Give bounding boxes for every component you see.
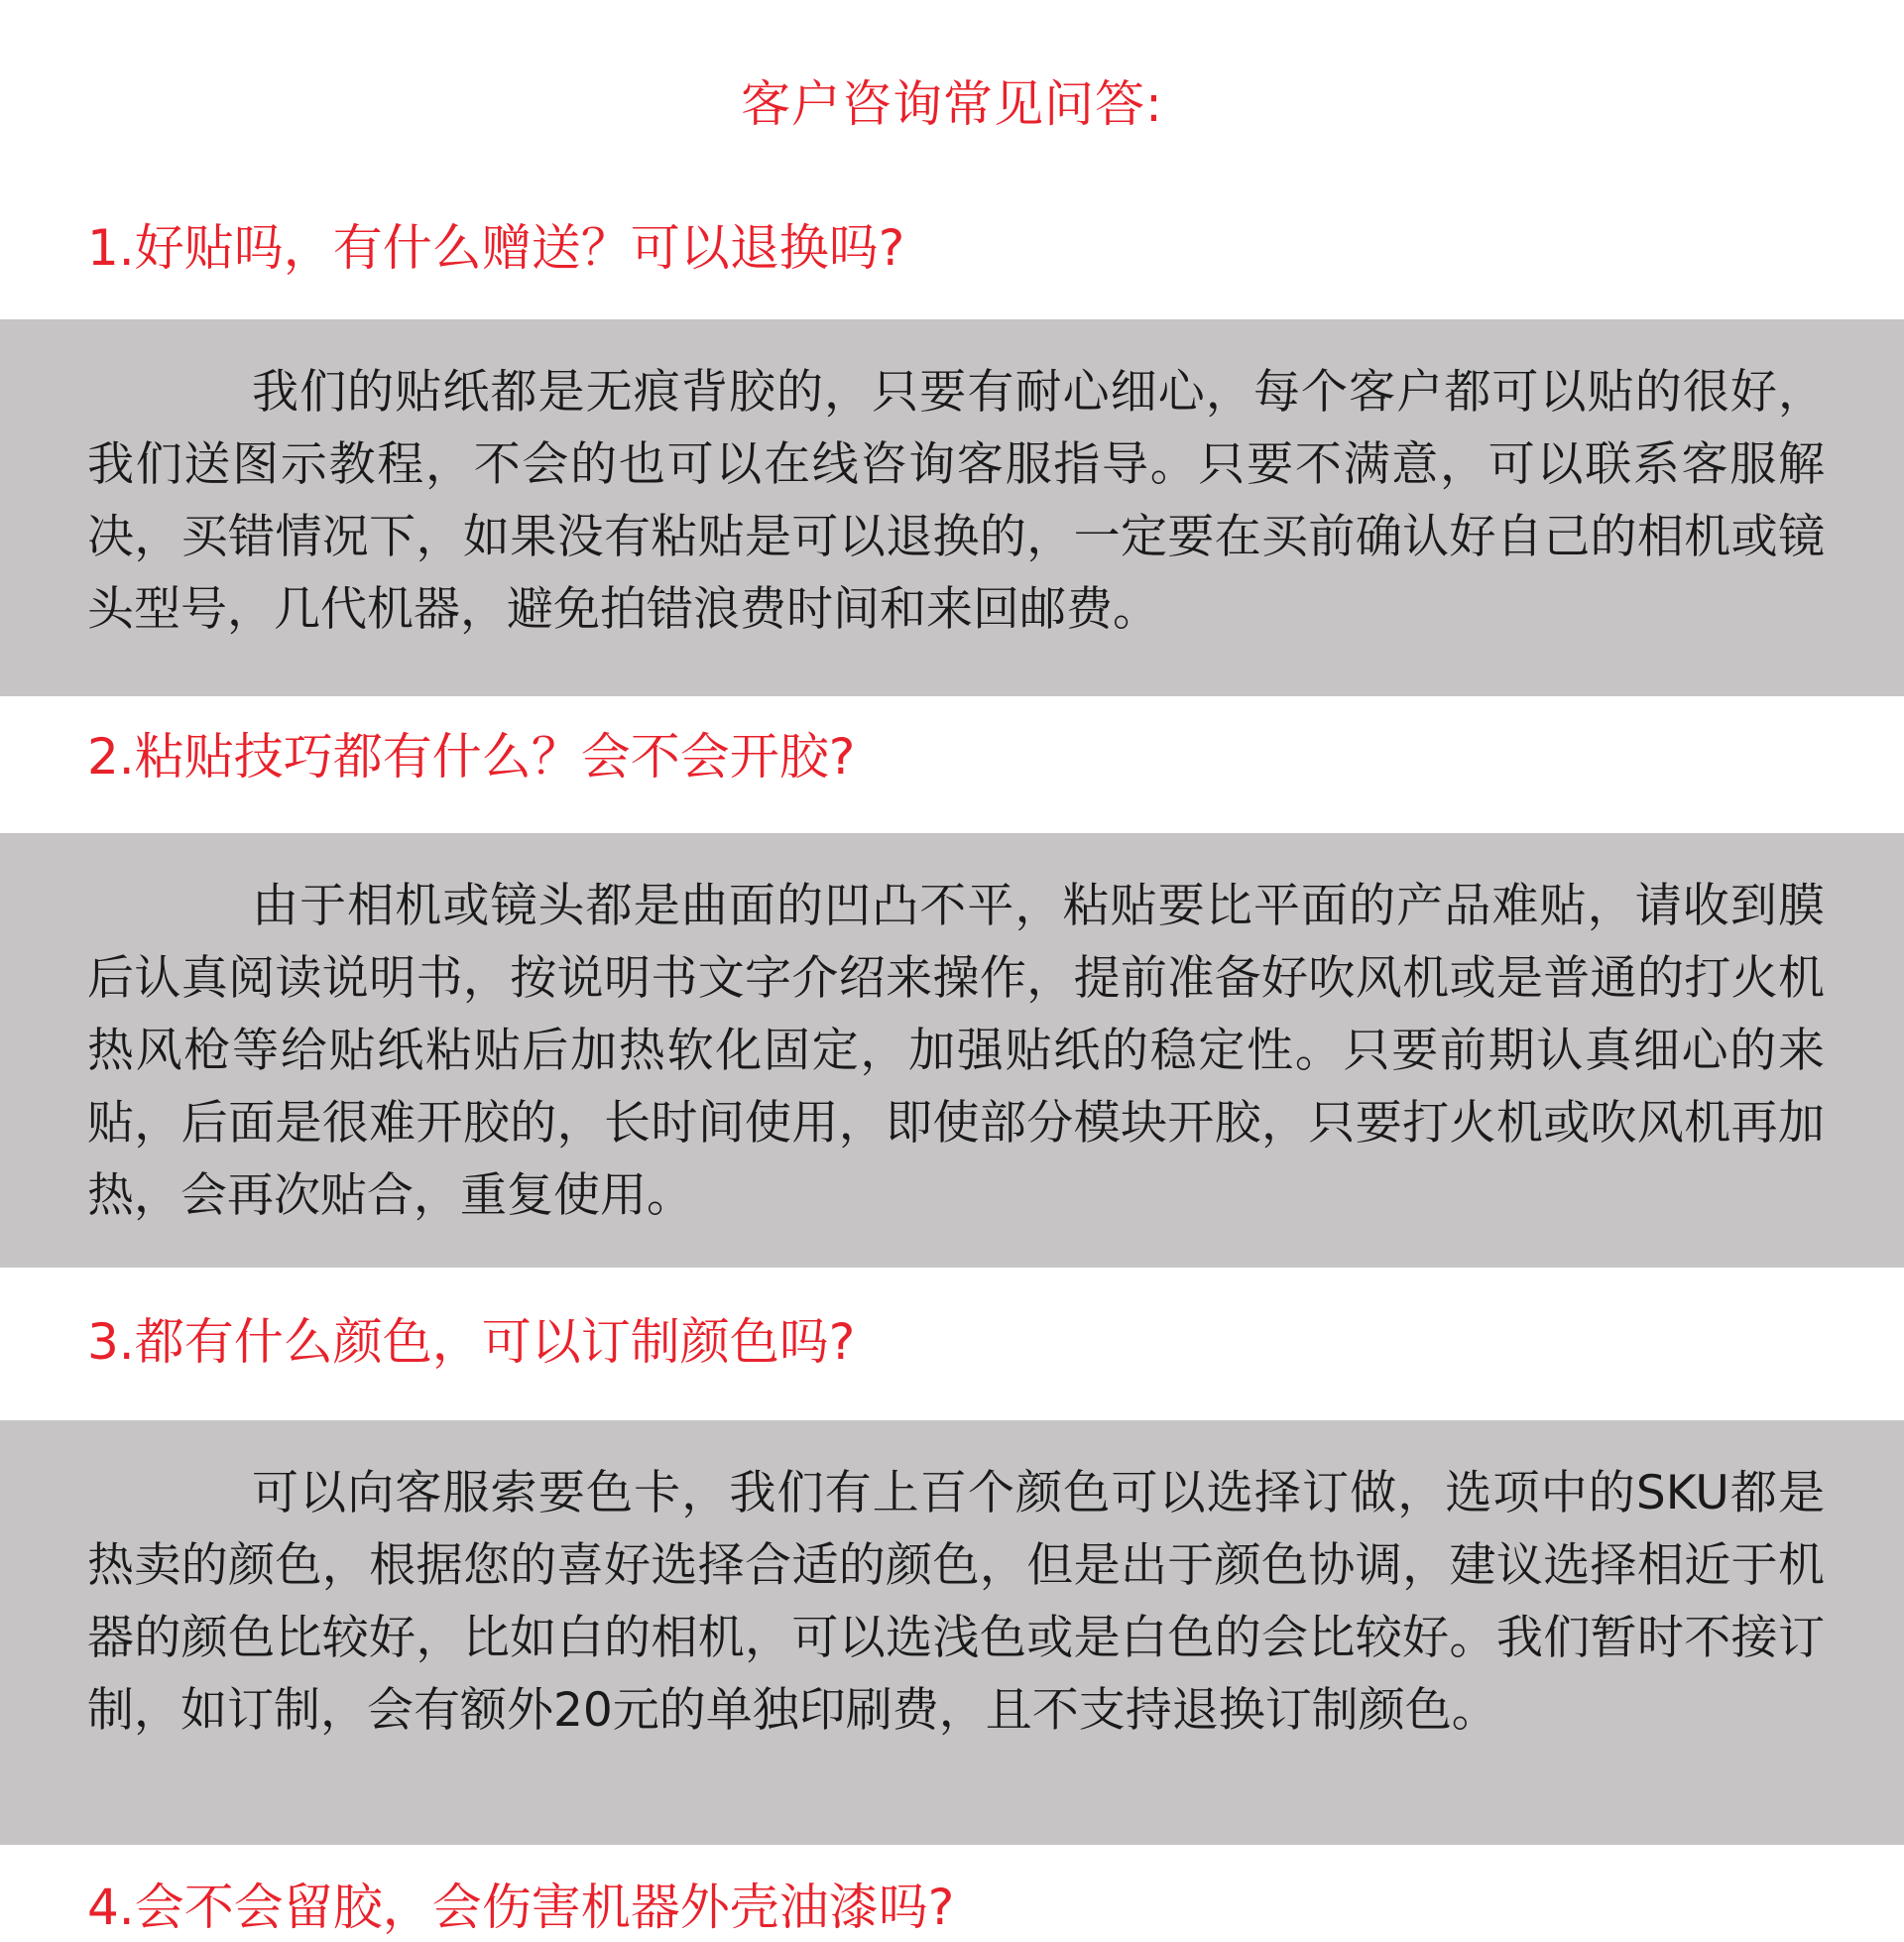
faq-question-2: 2.粘贴技巧都有什么？会不会开胶? bbox=[87, 728, 856, 786]
faq-answer-3: 可以向客服索要色卡，我们有上百个颜色可以选择订做，选项中的SKU都是热卖的颜色，根据您的喜好选择合适的颜色，但是出于颜色协调，建议选择相近于机器的颜色比较好，比如白的相机，可以选浅色或是白色的会比较好。我们暂时不接订制，如订制，会有额外20元的单独印刷费，且不支持退换订制颜色。 bbox=[87, 1466, 1825, 1738]
faq-answer-2: 由于相机或镜头都是曲面的凹凸不平，粘贴要比平面的产品难贴，请收到膜后认真阅读说明书，按说明书文字介绍来操作，提前准备好吹风机或是普通的打火机 热风枪等给贴纸粘贴后加热软化固定，加强贴纸的稳定性。只要前期认真细心的来贴，后面是很难开胶的，长时间使用，即使部分模块开胶，只要打火机或吹风机再加热，会再次贴合，重复使用。 bbox=[87, 879, 1825, 1223]
faq-answer-block-1 bbox=[0, 319, 1904, 696]
faq-question-1: 1.好贴吗，有什么赠送？可以退换吗? bbox=[87, 219, 905, 277]
faq-answer-1: 我们的贴纸都是无痕背胶的，只要有耐心细心，每个客户都可以贴的很好，我们送图示教程，不会的也可以在线咨询客服指导。只要不满意，可以联系客服解决，买错情况下，如果没有粘贴是可以退换的，一定要在买前确认好自己的相机或镜头型号，几代机器，避免拍错浪费时间和来回邮费。 bbox=[87, 365, 1825, 637]
faq-answer-block-3 bbox=[0, 1420, 1904, 1845]
page-title: 客户咨询常见问答: bbox=[741, 75, 1163, 133]
faq-answer-block-2 bbox=[0, 833, 1904, 1268]
faq-question-3: 3.都有什么颜色，可以订制颜色吗? bbox=[87, 1313, 856, 1371]
faq-question-4: 4.会不会留胶，会伤害机器外壳油漆吗? bbox=[87, 1879, 955, 1936]
